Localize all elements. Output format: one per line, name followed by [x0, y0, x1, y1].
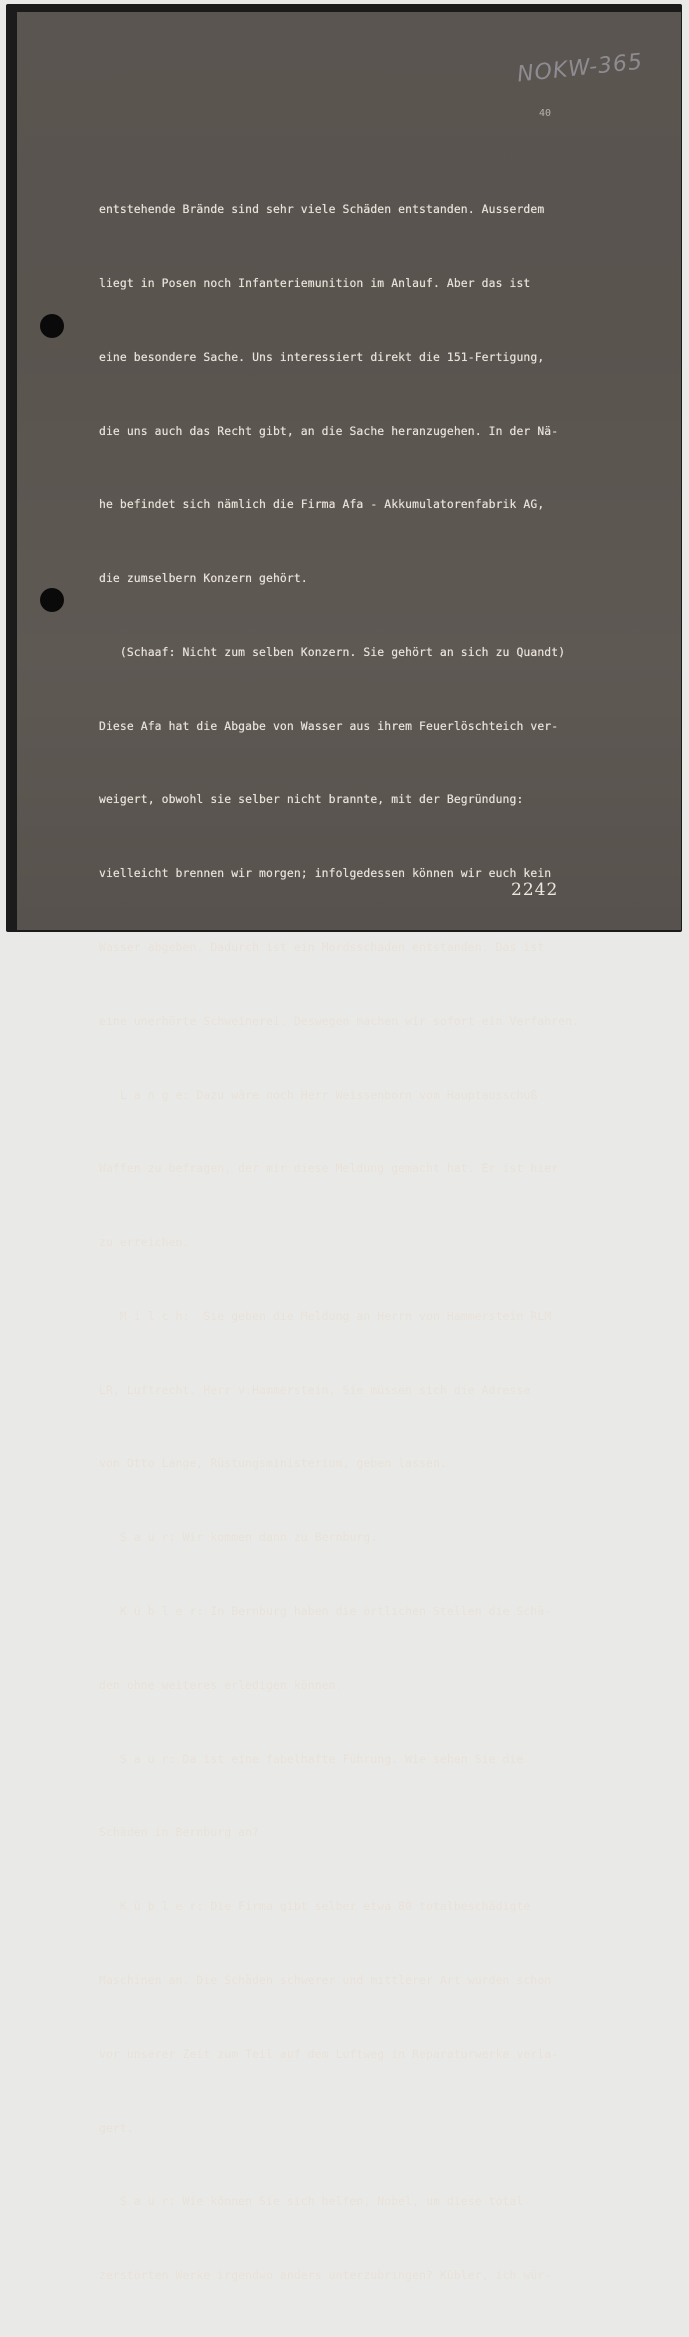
- text-line: zu erreichen.: [99, 1235, 190, 1250]
- text-line: die zumselbern Konzern gehört.: [99, 571, 308, 586]
- reference-stamp: NOKW-365: [516, 49, 645, 88]
- text-line: von Otto Lange, Rüstungsministerium, geben lassen.: [99, 1456, 447, 1471]
- text-line: S a u r: Da ist eine fabelhafte Führung. Wie sehen Sie die: [99, 1751, 524, 1766]
- text-line: eine unerhörte Schweinerei. Deswegen machen wir sofort ein Verfahren.: [99, 1013, 580, 1028]
- text-line: die uns auch das Recht gibt, an die Sache heranzugehen. In der Nä-: [99, 423, 559, 438]
- text-line: S a u r: Wie können Sie sich helfen, Nobel, um diese total: [99, 2194, 524, 2209]
- text-line: eine besondere Sache. Uns interessiert direkt die 151-Fertigung,: [99, 349, 545, 364]
- text-line: zerstörten Werke irgendwo anders unterzubringen? Kübler, ich wür-: [99, 2268, 552, 2283]
- text-line: Diese Afa hat die Abgabe von Wasser aus ihrem Feuerlöschteich ver-: [99, 718, 559, 733]
- text-line: vielleicht brennen wir morgen; infolgedessen können wir euch kein: [99, 866, 552, 881]
- text-line: Maschinen an. Die Schäden schwerer und mittlerer Art wurden schon: [99, 1972, 552, 1987]
- text-line: LR, Luftrecht. Herr v.Hammerstein, Sie müssen sich die Adresse: [99, 1382, 531, 1397]
- text-line: S a u r: Wir kommen dann zu Bernburg.: [99, 1530, 378, 1545]
- page-number: 40: [539, 108, 552, 119]
- document-page: [17, 12, 681, 2283]
- text-line: Wasser abgeben. Dadurch ist ein Mordsschaden entstanden. Das ist: [99, 940, 545, 954]
- text-line: he befindet sich nämlich die Firma Afa - Akkumulatorenfabrik AG,: [99, 497, 545, 512]
- folio-number: 2242: [511, 880, 559, 900]
- text-line: M i l c h: Sie geben die Meldung an Herrn von Hammerstein RLM: [99, 1308, 552, 1323]
- text-line: liegt in Posen noch Infanteriemunition im Anlauf. Aber das ist: [99, 275, 531, 290]
- photo-frame: [6, 4, 682, 2283]
- text-line: vor unserer Zeit zum Teil auf dem Luftweg in Reparaturwerke verla-: [99, 2046, 559, 2061]
- text-line: Schäden in Bernburg an?: [99, 1825, 260, 1840]
- text-line: L a n g e: Dazu wäre noch Herr Weissenborn vom Hauptausschuß: [99, 1087, 538, 1102]
- text-line: entstehende Brände sind sehr viele Schäden entstanden. Ausserdem: [99, 202, 545, 217]
- text-line: den ohne weiteres erledigen können.: [99, 1677, 343, 1692]
- text-line: K ü b l e r: In Bernburg haben die örtlichen Stellen die Schä-: [99, 1604, 552, 1619]
- punch-hole-bottom: [40, 588, 64, 612]
- text-line: weigert, obwohl sie selber nicht brannte, mit der Begründung:: [99, 792, 524, 807]
- text-line: Waffen zu befragen, der mir diese Meldung gemacht hat. Er ist hier: [99, 1161, 559, 1176]
- text-line: (Schaaf: Nicht zum selben Konzern. Sie gehört an sich zu Quandt): [99, 644, 566, 659]
- punch-hole-top: [40, 314, 64, 338]
- text-line: gert.: [99, 2120, 134, 2135]
- typewritten-text: [99, 148, 599, 2337]
- text-line: K ü b l e r: Die Firma gibt selber etwa 80 totalbeschädigte: [99, 1899, 531, 1914]
